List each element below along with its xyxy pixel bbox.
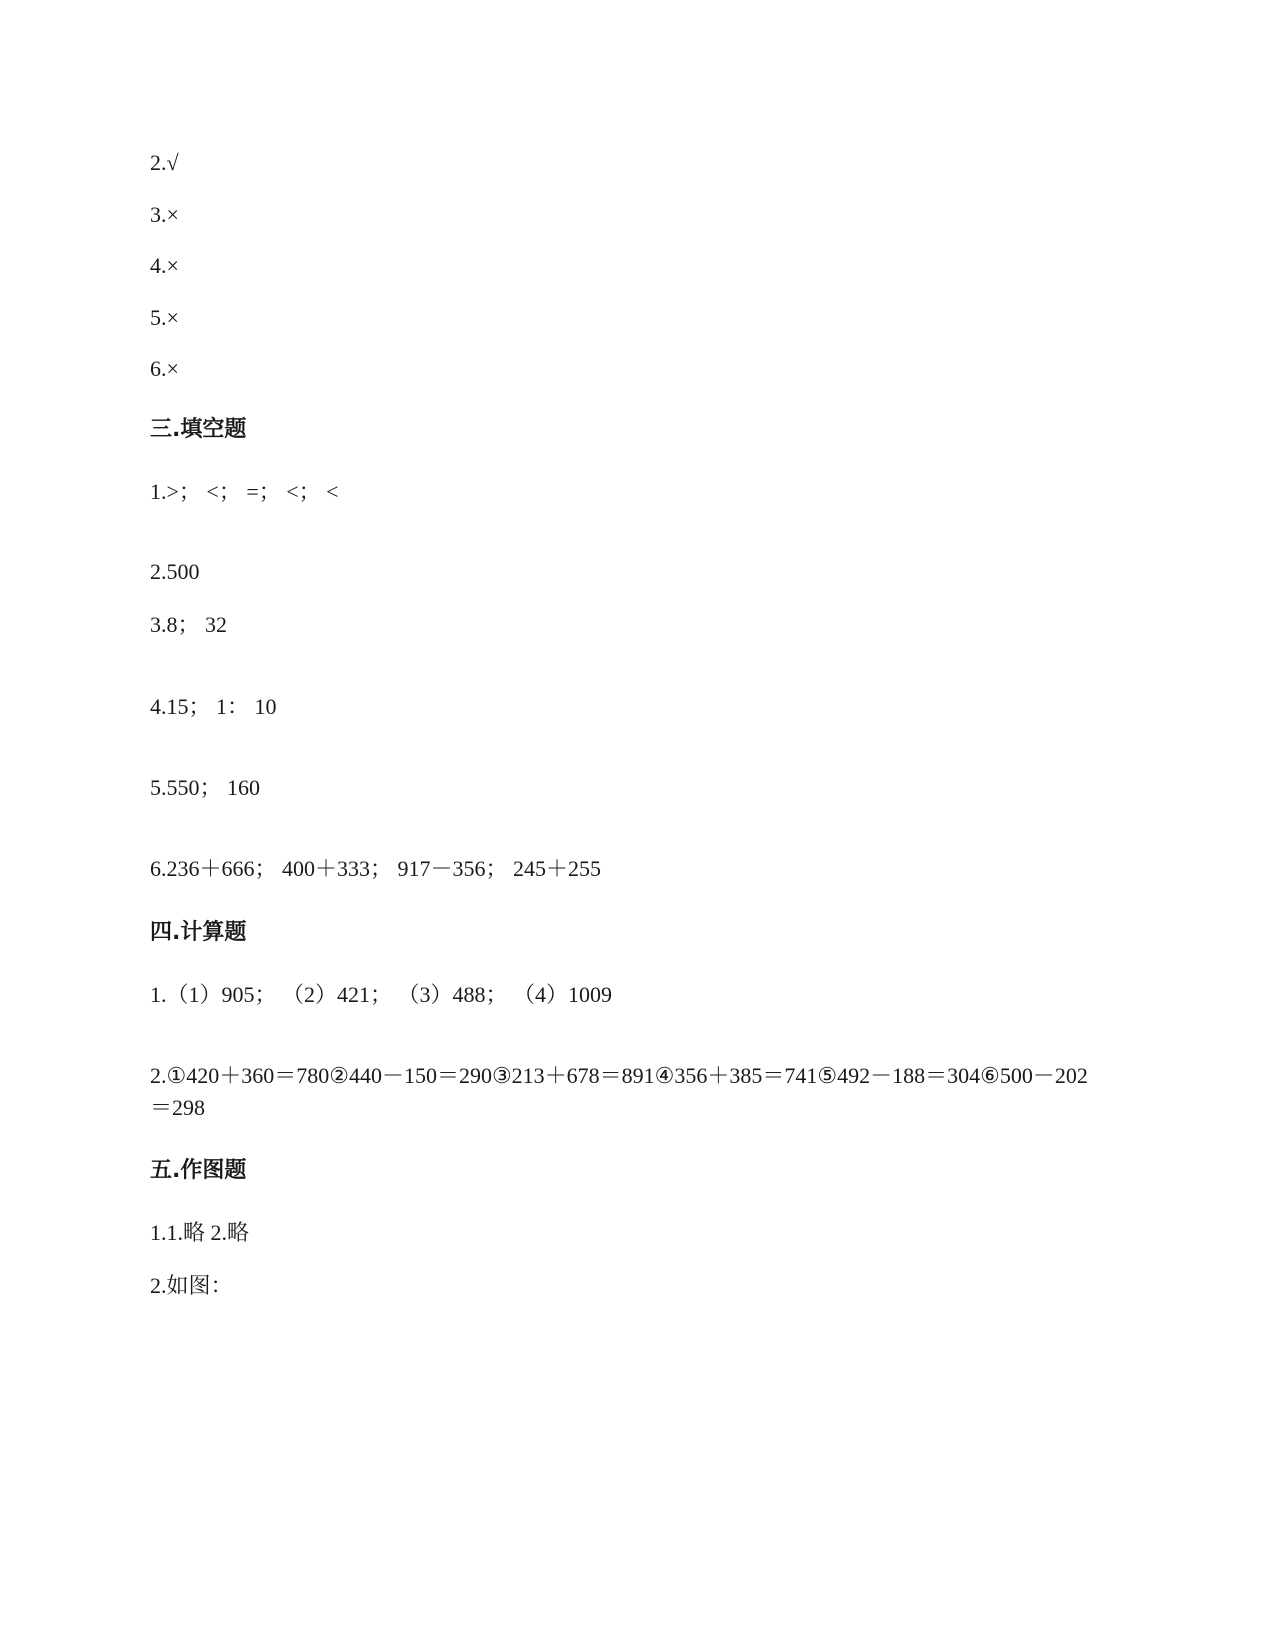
judgement-answer-4: 4.× xyxy=(150,253,179,278)
fill-blank-answer-1: 1.>； <； =； <； < xyxy=(150,479,339,504)
drawing-answer-2: 2.如图： xyxy=(150,1273,233,1298)
judgement-answer-2: 2.√ xyxy=(150,150,179,175)
judgement-answer-5: 5.× xyxy=(150,305,179,330)
calculation-answer-1: 1.（1）905； （2）421； （3）488； （4）1009 xyxy=(150,982,613,1007)
judgement-answer-3: 3.× xyxy=(150,202,179,227)
calculation-heading: 四.计算题 xyxy=(150,920,247,945)
judgement-answer-6: 6.× xyxy=(150,356,179,381)
calculation-answer-2: 2.①420＋360＝780②440－150＝290③213＋678＝891④356＋385＝741⑤492－188＝304⑥500－202＝298 xyxy=(150,1063,1088,1120)
fill-blank-heading: 三.填空题 xyxy=(150,417,247,442)
drawing-answer-1: 1.1.略 2.略 xyxy=(150,1220,250,1245)
fill-blank-answer-5: 5.550； 160 xyxy=(150,775,261,800)
fill-blank-answer-4: 4.15； 1： 10 xyxy=(150,694,277,719)
fill-blank-answer-2: 2.500 xyxy=(150,559,200,584)
drawing-heading: 五.作图题 xyxy=(150,1158,247,1183)
fill-blank-answer-6: 6.236＋666； 400＋333； 917－356； 245＋255 xyxy=(150,856,602,881)
fill-blank-answer-3: 3.8； 32 xyxy=(150,612,228,637)
